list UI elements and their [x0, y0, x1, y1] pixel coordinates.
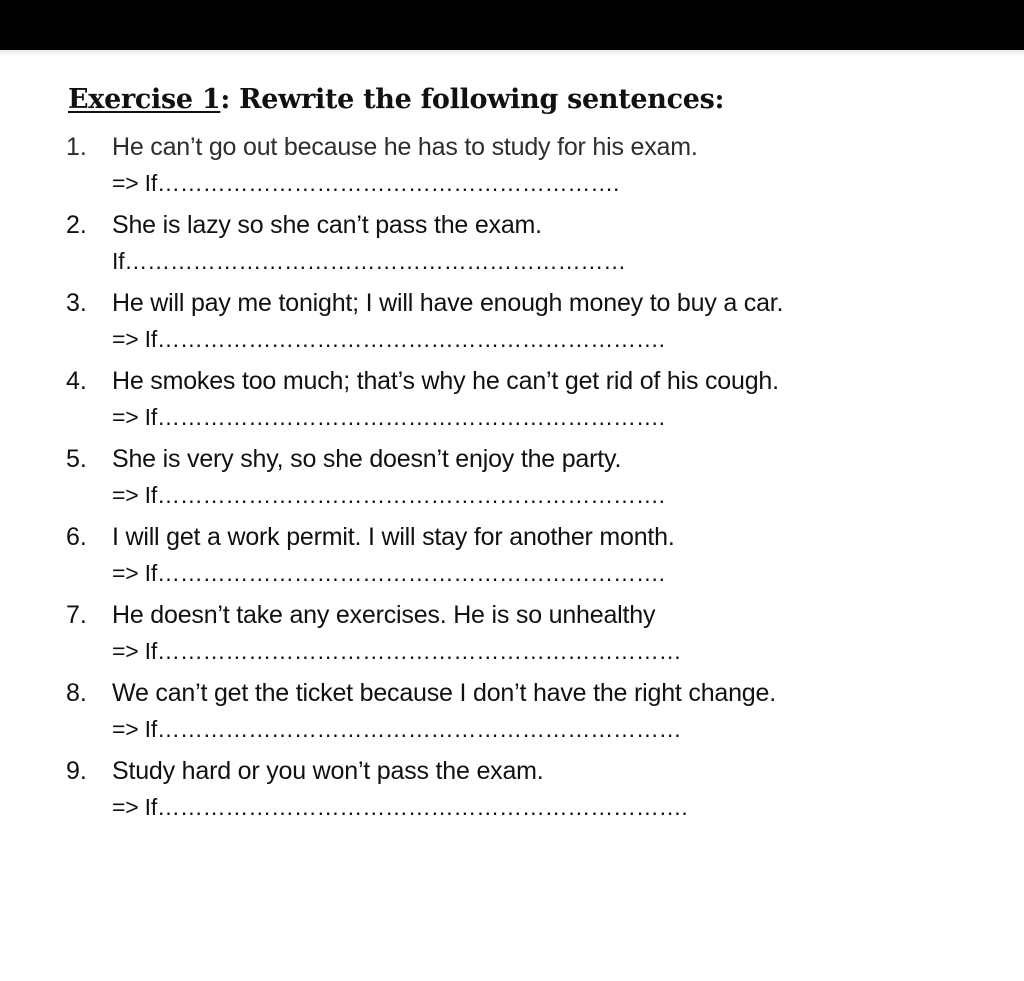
- top-bar-shadow: [0, 50, 1024, 56]
- item-sentence: Study hard or you won’t pass the exam.: [112, 757, 544, 785]
- exercise-item-6: [66, 518, 946, 596]
- item-sentence: She is very shy, so she doesn’t enjoy the party.: [112, 445, 622, 473]
- top-bar: [0, 0, 1024, 50]
- exercise-item-8: [66, 674, 946, 752]
- item-number: 5.: [66, 445, 87, 473]
- exercise-item-1: [66, 128, 946, 206]
- item-number: 3.: [66, 289, 87, 317]
- item-answer-line[interactable]: => If………………………………………………………….: [112, 326, 665, 352]
- item-number: 7.: [66, 601, 87, 629]
- exercise-item-2: [66, 206, 946, 284]
- item-answer-line[interactable]: If…………………………………………………………: [112, 248, 626, 274]
- item-sentence: He will pay me tonight; I will have enough money to buy a car.: [112, 289, 784, 317]
- item-answer-line[interactable]: => If…………………………………………………….: [112, 170, 620, 196]
- item-answer-line[interactable]: => If………………………………………………………….: [112, 482, 665, 508]
- exercise-heading: [68, 84, 724, 115]
- item-answer-line[interactable]: => If……………………………………………………………: [112, 716, 682, 742]
- item-sentence: He can’t go out because he has to study for his exam.: [112, 133, 698, 161]
- item-number: 2.: [66, 211, 87, 239]
- item-answer-line[interactable]: => If…………………………………………………………….: [112, 794, 688, 820]
- item-sentence: I will get a work permit. I will stay for another month.: [112, 523, 675, 551]
- exercise-list: [66, 128, 946, 830]
- item-sentence: He doesn’t take any exercises. He is so unhealthy: [112, 601, 656, 629]
- exercise-title-prefix: Exercise 1: [68, 84, 221, 115]
- exercise-item-7: [66, 596, 946, 674]
- item-answer-line[interactable]: => If……………………………………………………………: [112, 638, 682, 664]
- item-number: 8.: [66, 679, 87, 707]
- item-number: 9.: [66, 757, 87, 785]
- exercise-item-5: [66, 440, 946, 518]
- item-sentence: She is lazy so she can’t pass the exam.: [112, 211, 542, 239]
- item-sentence: He smokes too much; that’s why he can’t get rid of his cough.: [112, 367, 779, 395]
- item-number: 1.: [66, 133, 87, 161]
- exercise-item-3: [66, 284, 946, 362]
- item-number: 6.: [66, 523, 87, 551]
- exercise-title-rest: : Rewrite the following sentences:: [220, 84, 725, 115]
- item-answer-line[interactable]: => If………………………………………………………….: [112, 404, 665, 430]
- item-number: 4.: [66, 367, 87, 395]
- item-answer-line[interactable]: => If………………………………………………………….: [112, 560, 665, 586]
- exercise-item-9: [66, 752, 946, 830]
- exercise-item-4: [66, 362, 946, 440]
- item-sentence: We can’t get the ticket because I don’t have the right change.: [112, 679, 776, 707]
